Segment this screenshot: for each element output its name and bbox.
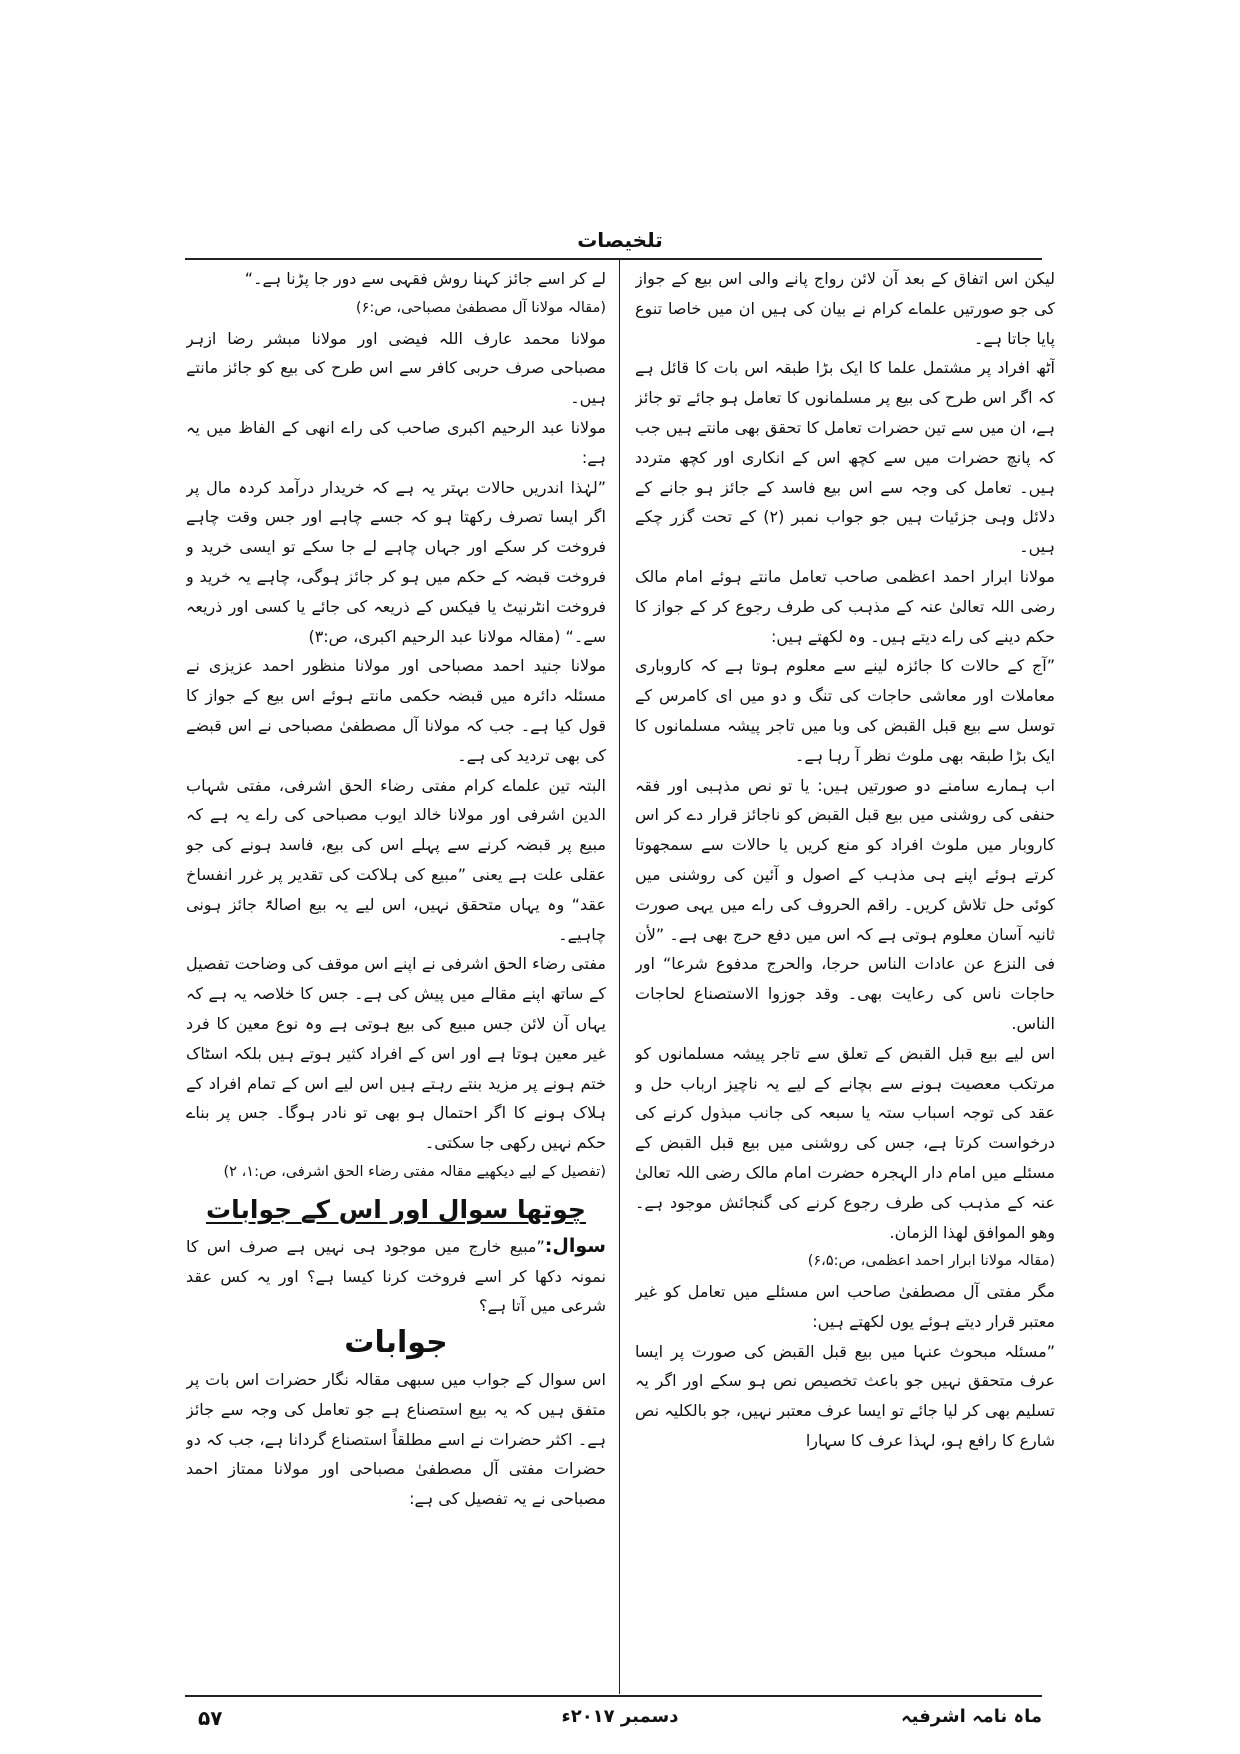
question-label: سوال: xyxy=(544,1234,606,1257)
reference: (مقالہ مولانا آل مصطفیٰ مصباحی، ص:۶) xyxy=(355,299,606,316)
left-column xyxy=(186,264,606,1684)
paragraph: لیکن اس اتفاق کے بعد آن لائن رواج پانے والی اس بیع کے جواز کی جو صورتیں علماے کرام نے بیان کی ہیں ان میں خاصا تنوع پایا جاتا ہے۔ xyxy=(635,269,1055,348)
paragraph: مفتی رضاء الحق اشرفی نے اپنے اس موقف کی وضاحت تفصیل کے ساتھ اپنے مقالے میں پیش کی ہے۔ جس کا خلاصہ یہ ہے کہ یہاں آن لائن جس مبیع کی بیع ہوتی ہے وہ نوع معین کا فرد غیر معین ہوتا ہے اور اس کے افراد کثیر ہوتے ہیں بلکہ اسٹاک ختم ہونے پر مزید بنتے رہتے ہیں اس لیے اس کے تمام افراد کے ہلاک ہونے کا اگر احتمال ہو بھی تو نادر ہوگا۔ جس پر بناے حکم نہیں رکھی جا سکتی۔ xyxy=(186,954,606,1153)
paragraph: آٹھ افراد پر مشتمل علما کا ایک بڑا طبقہ اس بات کا قائل ہے کہ اگر اس طرح کی بیع پر مسلمانوں کا تعامل ہو جائے تو جائز ہے، ان میں سے تین حضرات تعامل کا تحقق بھی مانتے ہیں جب کہ پانچ حضرات میں سے کچھ اس کے انکاری اور کچھ متردد ہیں۔ تعامل کی وجہ سے اس بیع فاسد کے جائز ہو جانے کے دلائل وہی جزئیات ہیں جو جواب نمبر (۲) کے تحت گزر چکے ہیں۔ xyxy=(635,358,1055,557)
paragraph: مولانا ابرار احمد اعظمی صاحب تعامل مانتے ہوئے امام مالک رضی اللہ تعالیٰ عنہ کے مذہب کی طرف رجوع کر کے جواز کا حکم دینے کی راے دیتے ہیں۔ وہ لکھتے ہیں: xyxy=(635,566,1055,646)
header-rule xyxy=(185,258,1042,260)
paragraph: مولانا محمد عارف اللہ فیضی اور مولانا مبشر رضا ازہر مصباحی صرف حربی کافر سے اس طرح کی بیع کو جائز مانتے ہیں۔ xyxy=(186,328,606,408)
paragraph: البتہ تین علماے کرام مفتی رضاء الحق اشرفی، مفتی شہاب الدین اشرفی اور مولانا خالد ایوب مصباحی کی راے یہ ہے کہ مبیع پر قبضہ کرنے سے پہلے اس کی بیع، فاسد ہونے کی جو عقلی علت ہے یعنی ”مبیع کی ہلاکت کی تقدیر پر غرر انفساخ عقد“ وہ یہاں متحقق نہیں، اس لیے یہ بیع اصالۃً جائز ہونی چاہیے۔ xyxy=(186,775,606,944)
reference: (تفصیل کے لیے دیکھیے مقالہ مفتی رضاء الحق اشرفی، ص:۱، ۲) xyxy=(223,1163,606,1180)
quotation: ”مسئلہ مبحوث عنہا میں بیع قبل القبض کی صورت پر ایسا عرف متحقق نہیں جو باعث تخصیص نص ہو سکے اور اگر یہ تسلیم بھی کر لیا جائے تو ایسا عرف معتبر نہیں، جو بالکلیہ نص شارع کا رافع ہو، لہذا عرف کا سہارا xyxy=(635,1341,1055,1451)
paragraph: اس لیے بیع قبل القبض کے تعلق سے تاجر پیشہ مسلمانوں کو مرتکب معصیت ہونے سے بچانے کے لیے یہ ناچیز ارباب حل و عقد کی توجہ اسباب ستہ یا سبعہ کی جانب مبذول کرنے کی درخواست کرتا ہے، جس کی روشنی میں بیع قبل القبض کے مسئلے میں امام دار الہجرہ حضرت امام مالک رضی اللہ تعالیٰ عنہ کے مذہب کی طرف رجوع کرنے کی گنجائش موجود ہے۔ وھو الموافق لھذا الزمان. xyxy=(635,1043,1055,1242)
reference: (مقالہ مولانا ابرار احمد اعظمی، ص:۶،۵) xyxy=(807,1253,1055,1270)
paragraph: لے کر اسے جائز کہنا روش فقہی سے دور جا پڑنا ہے۔“ xyxy=(244,269,606,288)
page-number: ۵۷ xyxy=(198,1706,223,1730)
footer-date: دسمبر ۲۰۱۷ء xyxy=(561,1706,679,1727)
paragraph: اس سوال کے جواب میں سبھی مقالہ نگار حضرات اس بات پر متفق ہیں کہ یہ بیع استصناع ہے جو تعامل کی وجہ سے جائز ہے۔ اکثر حضرات نے اسے مطلقاً استصناع گردانا ہے، جب کہ دو حضرات مفتی آل مصطفیٰ مصباحی اور مولانا ممتاز احمد مصباحی نے یہ تفصیل کی ہے: xyxy=(186,1370,606,1509)
paragraph: مولانا جنید احمد مصباحی اور مولانا منظور احمد عزیزی نے مسئلہ دائرہ میں قبضہ حکمی مانتے ہوئے اس بیع کے جواز کا قول کیا ہے۔ جب کہ مولانا آل مصطفیٰ مصباحی نے اس قبضے کی بھی تردید کی ہے۔ xyxy=(186,656,606,765)
paragraph: مگر مفتی آل مصطفیٰ صاحب اس مسئلے میں تعامل کو غیر معتبر قرار دیتے ہوئے یوں لکھتے ہیں: xyxy=(635,1282,1055,1331)
question-text: ”مبیع خارج میں موجود ہی نہیں ہے صرف اس کا نمونہ دکھا کر اسے فروخت کرنا کیسا ہے؟ اور یہ کس عقد شرعی میں آتا ہے؟ xyxy=(186,1236,606,1316)
quotation: ”لہٰذا اندریں حالات بہتر یہ ہے کہ خریدار درآمد کردہ مال پر اگر ایسا تصرف رکھتا ہو کہ جسے چاہے اور جس وقت چاہے فروخت کر سکے اور جہاں چاہے لے جا سکے تو ایسی خرید و فروخت قبضہ کے حکم میں ہو کر جائز ہوگی، چاہے یہ خرید و فروخت انٹرنیٹ یا فیکس کے ذریعہ کی جائے یا کسی اور ذریعہ سے۔“ (مقالہ مولانا عبد الرحیم اکبری، ص:۳) xyxy=(186,477,606,646)
footer-rule xyxy=(185,1695,1042,1697)
column-divider xyxy=(619,258,620,1694)
quotation: ”آج کے حالات کا جائزہ لینے سے معلوم ہوتا ہے کہ کاروباری معاملات اور معاشی حاجات کی تنگ و دو میں ای کامرس کے توسل سے بیع قبل القبض کی وبا میں تاجر پیشہ مسلمانوں کا ایک بڑا طبقہ بھی ملوث نظر آ رہا ہے۔ xyxy=(635,656,1055,765)
paragraph: مولانا عبد الرحیم اکبری صاحب کی راے انھی کے الفاظ میں یہ ہے: xyxy=(186,417,606,467)
section-heading: چوتھا سوال اور اس کے جوابات xyxy=(206,1194,586,1224)
footer-journal-name: ماہ نامہ اشرفیہ xyxy=(901,1706,1042,1727)
page-header-title: تلخیصات xyxy=(577,228,663,252)
right-column xyxy=(635,264,1055,1684)
question xyxy=(186,1232,606,1321)
paragraph: اب ہمارے سامنے دو صورتیں ہیں: یا تو نص مذہبی اور فقہ حنفی کی روشنی میں بیع قبل القبض کو ناجائز قرار دے کر اس کاروبار میں ملوث افراد کو منع کریں یا حالات سے سمجھوتا کرتے ہوئے اپنے ہی مذہب کے اصول و آئین کی روشنی میں کوئی حل تلاش کریں۔ راقم الحروف کی راے میں یہی صورت ثانیہ آسان معلوم ہوتی ہے کہ اس میں دفع حرج بھی ہے۔ ”لأن فی النزع عن عادات الناس حرجا، والحرج مدفوع شرعا“ اور حاجات ناس کی رعایت بھی۔ وقد جوزوا الاستصناع لحاجات الناس. xyxy=(635,775,1055,1033)
answers-heading: جوابات xyxy=(344,1325,448,1361)
